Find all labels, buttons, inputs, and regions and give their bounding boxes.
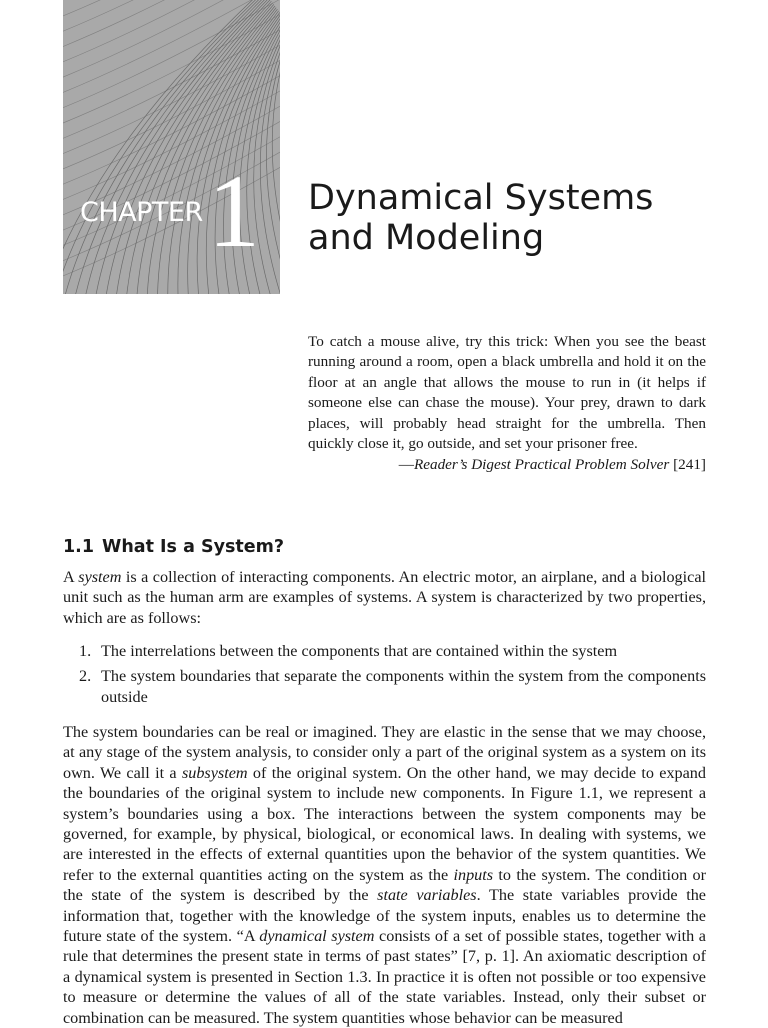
section-title: What Is a System? [102, 537, 285, 557]
p1-text-a: A [63, 568, 79, 586]
attribution-source: Reader’s Digest Practical Problem Solver [413, 456, 670, 473]
properties-list [63, 641, 706, 712]
list-item [63, 666, 706, 707]
chapter-label: CHAPTER [80, 197, 203, 228]
epigraph-text: To catch a mouse alive, try this trick: When you see the beast running around a room, open a black umbrella and hold it on the floor at an angle that allows the mouse to run in (it helps if someone else can chase the mouse). Your prey, drawn to dark places, will probably head straight for the umbrella. Then quickly close it, go outside, and set your prisoner free. [308, 333, 706, 453]
chapter-title-line2: and Modeling [308, 218, 545, 258]
section-number: 1.1 [63, 537, 95, 557]
chapter-number: 1 [208, 154, 260, 269]
paragraph-2 [63, 722, 706, 1028]
term-system: system [78, 568, 122, 586]
paragraph-1 [63, 567, 706, 628]
term-subsystem: subsystem [181, 763, 248, 782]
list-marker: 1. [79, 642, 92, 660]
term-inputs: inputs [453, 865, 494, 884]
p2-text-b: of the original system. On the other hand, we may decide to expand the boundaries of the original system to include new components. In Figure 1.1, we represent a system’s boundaries using a box. The interactions between the system components may be governed, for example, by physical, biological, or economical laws. In dealing with systems, we are interested in the effects of external quantities upon the behavior of the system quantities. We refer to the external quantities acting on the system as the [63, 763, 706, 884]
epigraph-attribution [308, 455, 706, 475]
chapter-title [308, 178, 728, 258]
attribution-dash: — [398, 456, 414, 473]
list-item-text: The system boundaries that separate the components within the system from the components outside [101, 667, 706, 706]
term-state-variables: state variables [377, 886, 477, 905]
p2-text-c: to the system. The condition or the state of the system is described by the [63, 865, 706, 905]
attribution-ref: [241] [669, 456, 706, 473]
list-marker: 2. [79, 667, 92, 686]
list-item [63, 641, 706, 661]
section-heading [63, 537, 284, 557]
p2-text-a: The system boundaries can be real or imagined. They are elastic in the sense that we may choose, at any stage of the system analysis, to consider only a part of the original system as a system on its own. We call it a [63, 723, 706, 782]
term-dynamical-system: dynamical system [259, 927, 375, 946]
p1-text-b: is a collection of interacting components. An electric motor, an airplane, and a biological unit such as the human arm are examples of systems. A system is characterized by two properties, which are as follows: [63, 568, 706, 627]
p2-text-e: consists of a set of possible states, together with a rule that determines the present state in terms of past states” [7, p. 1]. An axiomatic description of a dynamical system is presented in Section 1.3. In practice it is often not possible or too expensive to measure or determine the values of all of the state variables. Instead, only their subset or combination can be measured. The system quantities whose behavior can be measured [63, 927, 706, 1027]
chapter-title-line1: Dynamical Systems [308, 178, 654, 218]
list-item-text: The interrelations between the components that are contained within the system [101, 642, 618, 660]
p2-text-d: . The state variables provide the information that, together with the knowledge of the system inputs, enables us to determine the future state of the system. “A [63, 886, 706, 946]
